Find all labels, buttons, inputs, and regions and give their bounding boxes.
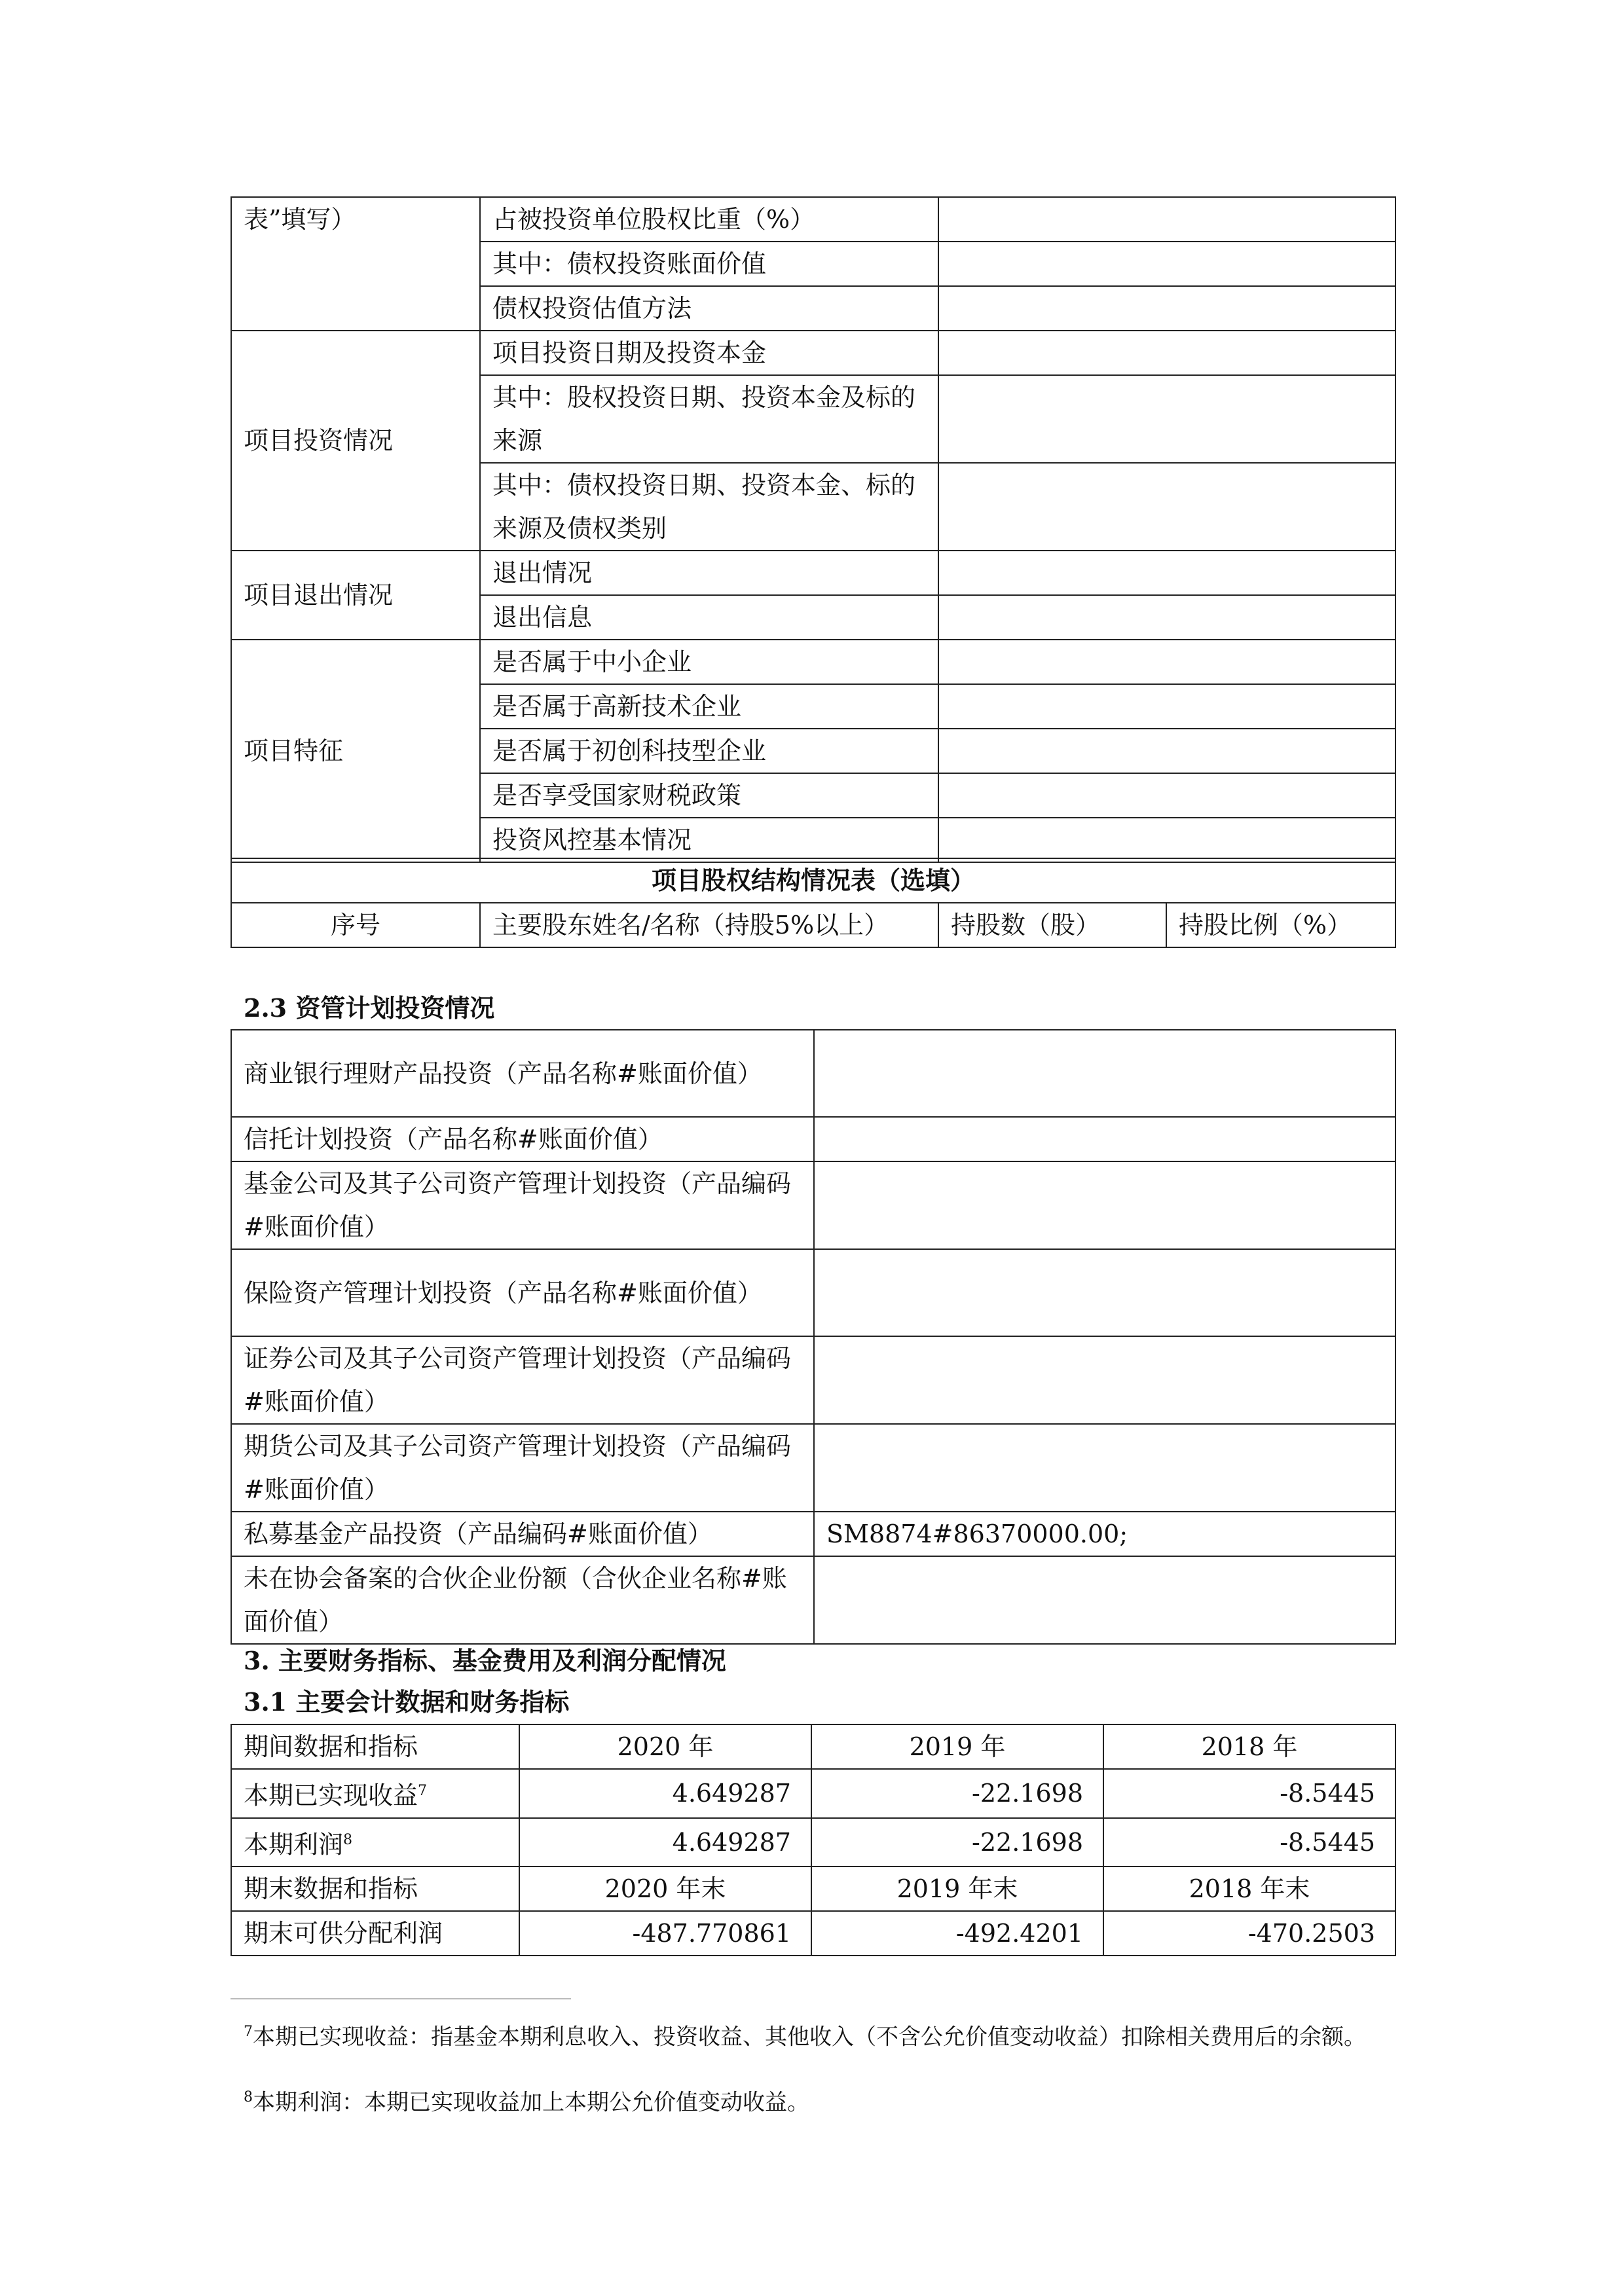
item-cell: 其中：债权投资日期、投资本金、标的来源及债权类别 <box>480 463 938 551</box>
value-cell <box>938 463 1395 551</box>
plan-value: SM8874#86370000.00; <box>814 1512 1395 1556</box>
plan-label: 私募基金产品投资（产品编码#账面价值） <box>231 1512 814 1556</box>
value-cell <box>938 684 1395 729</box>
footnote-7: $^7$本期已实现收益：指基金本期利息收入、投资收益、其他收入（不含公允价值变动收益）扣除相关费用后的余额。 <box>244 2024 1366 2050</box>
project-info-table <box>231 196 1396 863</box>
value-cell <box>938 331 1395 375</box>
equity-header: 持股数（股） <box>938 903 1166 947</box>
item-cell: 是否属于高新技术企业 <box>480 684 938 729</box>
fin-value: -470.2503 <box>1103 1911 1395 1956</box>
equity-structure-table <box>231 858 1396 948</box>
plan-label: 期货公司及其子公司资产管理计划投资（产品编码#账面价值） <box>231 1424 814 1512</box>
fin-header: 期末数据和指标 <box>231 1867 519 1911</box>
plan-value <box>814 1117 1395 1161</box>
plan-label: 商业银行理财产品投资（产品名称#账面价值） <box>231 1030 814 1117</box>
equity-header: 持股比例（%） <box>1166 903 1395 947</box>
plan-label: 基金公司及其子公司资产管理计划投资（产品编码#账面价值） <box>231 1161 814 1249</box>
fin-value: 4.649287 <box>519 1818 811 1867</box>
item-cell: 债权投资估值方法 <box>480 286 938 331</box>
value-cell <box>938 773 1395 818</box>
value-cell <box>938 197 1395 242</box>
item-cell: 其中：债权投资账面价值 <box>480 242 938 286</box>
footnote-8: $^8$本期利润：本期已实现收益加上本期公允价值变动收益。 <box>244 2089 809 2116</box>
plan-label: 证券公司及其子公司资产管理计划投资（产品编码#账面价值） <box>231 1336 814 1424</box>
item-cell: 退出情况 <box>480 551 938 595</box>
fin-value: 4.649287 <box>519 1769 811 1818</box>
plan-label: 未在协会备案的合伙企业份额（合伙企业名称#账面价值） <box>231 1556 814 1644</box>
fin-header: 2019 年 <box>811 1724 1103 1769</box>
section-heading-3-1: 3.1 主要会计数据和财务指标 <box>244 1687 570 1717</box>
value-cell <box>938 818 1395 862</box>
fin-value: -8.5445 <box>1103 1818 1395 1867</box>
value-cell <box>938 729 1395 773</box>
fin-row-label: 本期已实现收益$^7$ <box>231 1769 519 1818</box>
plan-value <box>814 1424 1395 1512</box>
item-cell: 退出信息 <box>480 595 938 640</box>
item-cell: 是否享受国家财税政策 <box>480 773 938 818</box>
value-cell <box>938 551 1395 595</box>
group-cell-exit: 项目退出情况 <box>231 551 480 640</box>
fin-header: 2019 年末 <box>811 1867 1103 1911</box>
group-cell-invest: 项目投资情况 <box>231 331 480 551</box>
fin-header: 2020 年 <box>519 1724 811 1769</box>
section-heading-3: 3. 主要财务指标、基金费用及利润分配情况 <box>244 1646 726 1675</box>
fin-row-label: 本期利润$^8$ <box>231 1818 519 1867</box>
plan-value <box>814 1030 1395 1117</box>
fin-value: -8.5445 <box>1103 1769 1395 1818</box>
item-cell: 是否属于中小企业 <box>480 640 938 684</box>
value-cell <box>938 375 1395 463</box>
equity-header: 序号 <box>231 903 480 947</box>
plan-value <box>814 1161 1395 1249</box>
equity-title: 项目股权结构情况表（选填） <box>231 858 1395 903</box>
item-cell: 其中：股权投资日期、投资本金及标的来源 <box>480 375 938 463</box>
footnote-separator <box>231 1998 571 1999</box>
fin-value: -492.4201 <box>811 1911 1103 1956</box>
value-cell <box>938 242 1395 286</box>
plan-label: 保险资产管理计划投资（产品名称#账面价值） <box>231 1249 814 1336</box>
fin-header: 2020 年末 <box>519 1867 811 1911</box>
fin-header: 期间数据和指标 <box>231 1724 519 1769</box>
value-cell <box>938 286 1395 331</box>
financial-indicators-table <box>231 1724 1396 1956</box>
group-cell: 表”填写） <box>231 197 480 331</box>
plan-value <box>814 1556 1395 1644</box>
fin-value: -487.770861 <box>519 1911 811 1956</box>
fin-value: -22.1698 <box>811 1769 1103 1818</box>
fin-value: -22.1698 <box>811 1818 1103 1867</box>
plan-value <box>814 1249 1395 1336</box>
fin-header: 2018 年 <box>1103 1724 1395 1769</box>
asset-plan-table <box>231 1029 1396 1645</box>
plan-label: 信托计划投资（产品名称#账面价值） <box>231 1117 814 1161</box>
fin-row-label: 期末可供分配利润 <box>231 1911 519 1956</box>
item-cell: 项目投资日期及投资本金 <box>480 331 938 375</box>
item-cell: 是否属于初创科技型企业 <box>480 729 938 773</box>
value-cell <box>938 640 1395 684</box>
equity-header: 主要股东姓名/名称（持股5%以上） <box>480 903 938 947</box>
item-cell: 投资风控基本情况 <box>480 818 938 862</box>
item-cell: 占被投资单位股权比重（%） <box>480 197 938 242</box>
value-cell <box>938 595 1395 640</box>
fin-header: 2018 年末 <box>1103 1867 1395 1911</box>
group-cell-feature: 项目特征 <box>231 640 480 862</box>
section-heading-2-3: 2.3 资管计划投资情况 <box>244 993 495 1023</box>
plan-value <box>814 1336 1395 1424</box>
